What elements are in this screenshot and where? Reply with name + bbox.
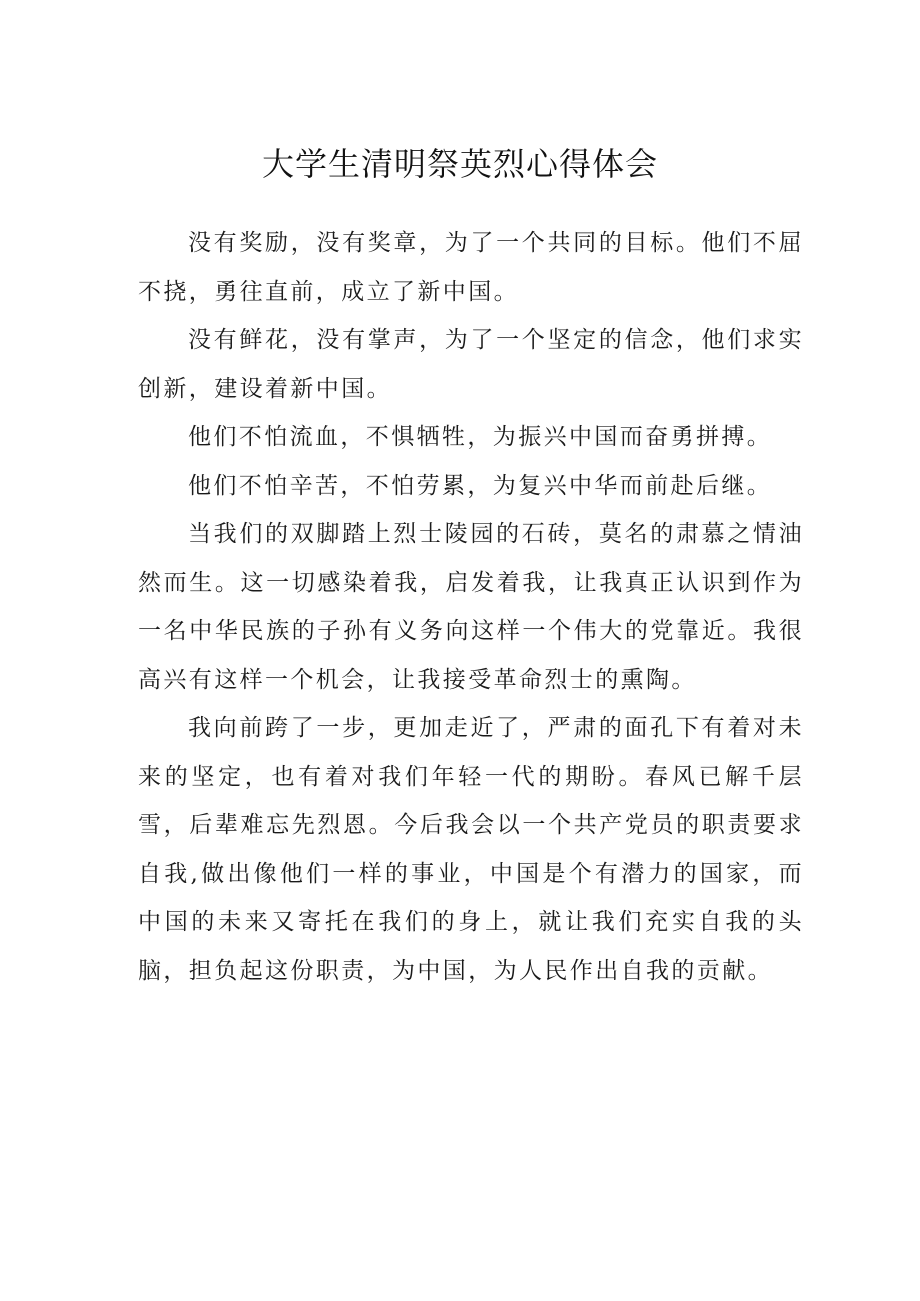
paragraph-3: 他们不怕流血，不惧牺牲，为振兴中国而奋勇拼搏。: [188, 424, 773, 450]
document-title: 大学生清明祭英烈心得体会: [261, 145, 658, 183]
paragraph-2: 没有鲜花，没有掌声，为了一个坚定的信念，他们求实创新，建设着新中国。: [138, 327, 804, 402]
document-body: [138, 219, 804, 995]
paragraph-1: 没有奖励，没有奖章，为了一个共同的目标。他们不屈不挠，勇往直前，成立了新中国。: [138, 230, 804, 305]
paragraph-4: 他们不怕辛苦，不怕劳累，为复兴中华而前赴后继。: [188, 472, 773, 499]
paragraph-5: 当我们的双脚踏上烈士陵园的石砖，莫名的肃慕之情油然而生。这一切感染着我，启发着我，让我真正认识到作为一名中华民族的子孙有义务向这样一个伟大的党靠近。我很高兴有这样一个机会，让我接受革命烈士的熏陶。: [138, 521, 804, 693]
paragraph-6: 我向前跨了一步，更加走近了，严肃的面孔下有着对未来的坚定，也有着对我们年轻一代的期盼。春风已解千层雪，后辈难忘先烈恩。今后我会以一个共产党员的职责要求自我,做出像他们一样的事业，中国是个有潜力的国家，而中国的未来又寄托在我们的身上，就让我们充实自我的头脑，担负起这份职责，为中国，为人民作出自我的贡献。: [138, 715, 804, 984]
